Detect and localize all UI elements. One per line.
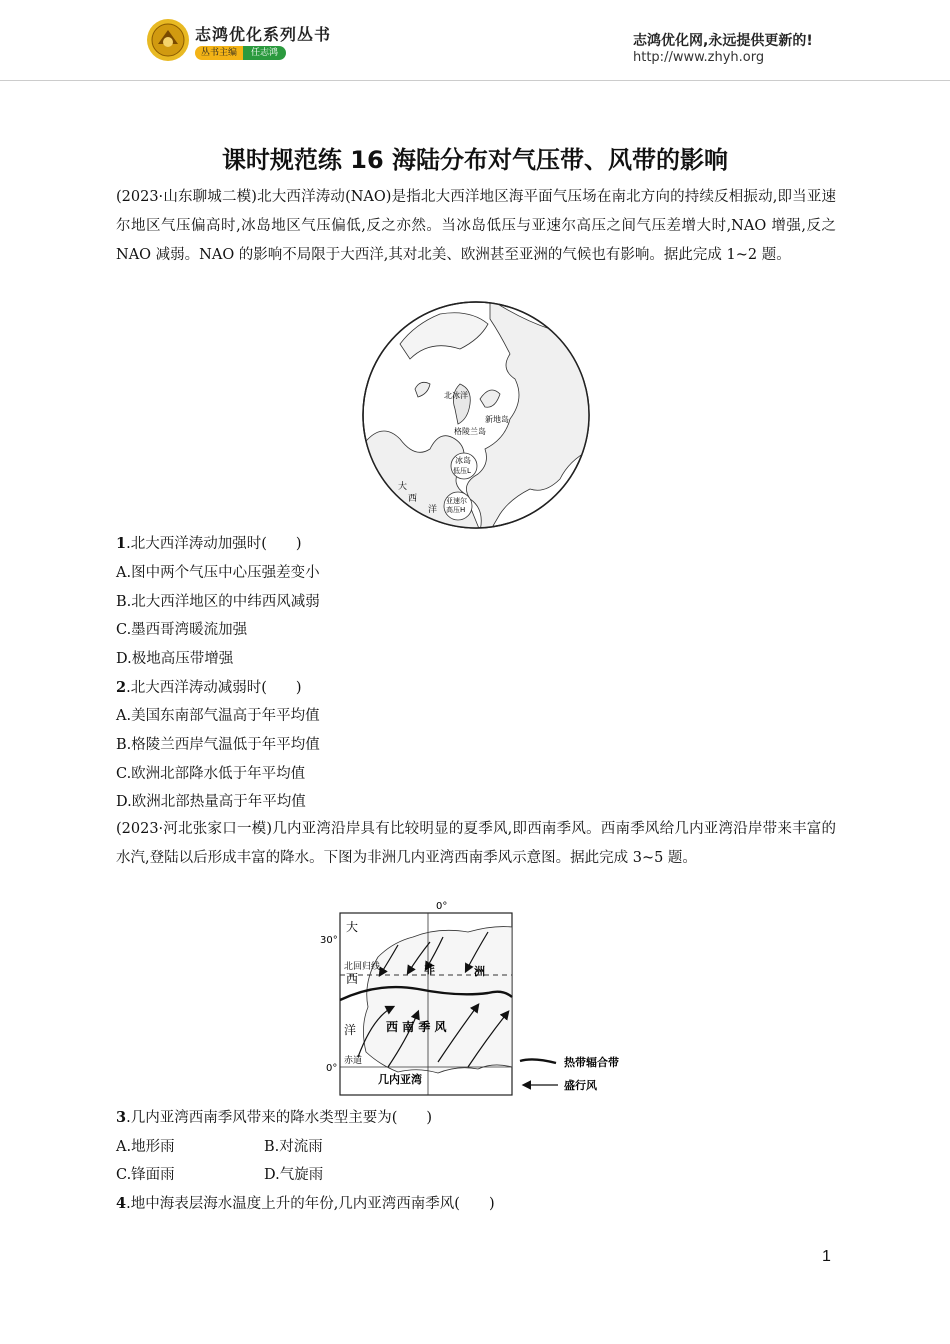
label-gulf: 几内亚湾 bbox=[378, 1073, 422, 1086]
label-atlantic-1: 大 bbox=[398, 482, 408, 492]
q3-option-a: A.地形雨 bbox=[116, 1139, 175, 1155]
label-lat-30: 30° bbox=[320, 935, 338, 946]
label-africa-1: 非 bbox=[424, 963, 435, 976]
label-greenland: 格陵兰岛 bbox=[454, 427, 486, 436]
label-africa-2: 洲 bbox=[474, 965, 485, 978]
legend-itcz-label: 热带辐合带 bbox=[564, 1056, 619, 1069]
label-atlantic-3: 洋 bbox=[344, 1023, 357, 1037]
page-title: 课时规范练 16 海陆分布对气压带、风带的影响 bbox=[221, 146, 729, 174]
label-atlantic-2: 西 bbox=[346, 972, 359, 986]
question-1: 1.北大西洋涛动加强时( ) bbox=[116, 535, 302, 552]
label-atlantic-1: 大 bbox=[346, 920, 359, 934]
label-atlantic-2: 西 bbox=[408, 494, 418, 504]
q1-option-b: B.北大西洋地区的中纬西风减弱 bbox=[116, 594, 320, 610]
q1-option-d: D.极地高压带增强 bbox=[116, 651, 234, 667]
question-3: 3.几内亚湾西南季风带来的降水类型主要为( ) bbox=[116, 1109, 433, 1126]
legend-wind-label: 盛行风 bbox=[564, 1079, 597, 1092]
monsoon-map-figure bbox=[318, 897, 638, 1101]
intro-passage-2: (2023·河北张家口一模)几内亚湾沿岸具有比较明显的夏季风,即西南季风。西南季风给几内亚湾沿岸带来丰富的水汽,登陆以后形成丰富的降水。下图为非洲几内亚湾西南季风示意图。据此完成 3~5 题。 bbox=[116, 821, 836, 866]
editor-badge bbox=[195, 46, 286, 60]
label-atlantic-3: 洋 bbox=[428, 505, 438, 515]
q2-option-d: D.欧洲北部热量高于年平均值 bbox=[116, 794, 306, 810]
label-lat-0: 0° bbox=[326, 1063, 338, 1074]
q2-option-b: B.格陵兰西岸气温低于年平均值 bbox=[116, 737, 320, 753]
label-novaya: 新地岛 bbox=[485, 415, 509, 424]
q1-option-c: C.墨西哥湾暖流加强 bbox=[116, 622, 248, 638]
editor-label: 丛书主编 bbox=[195, 46, 243, 60]
page-number: 1 bbox=[822, 1248, 831, 1265]
label-iceland-1: 冰岛 bbox=[455, 456, 471, 465]
label-tropic: 北回归线 bbox=[344, 962, 381, 972]
legend-itcz-symbol bbox=[520, 1059, 556, 1063]
label-lon-0: 0° bbox=[436, 901, 448, 912]
publisher-logo-icon bbox=[146, 18, 190, 62]
q2-option-c: C.欧洲北部降水低于年平均值 bbox=[116, 766, 306, 782]
label-equator: 赤道 bbox=[344, 1056, 363, 1066]
label-iceland-2: 低压L bbox=[453, 467, 471, 475]
q1-option-a: A.图中两个气压中心压强差变小 bbox=[116, 565, 320, 581]
q2-option-a: A.美国东南部气温高于年平均值 bbox=[116, 708, 320, 724]
nao-map-figure bbox=[360, 299, 592, 531]
label-azores-1: 亚速尔 bbox=[446, 497, 467, 505]
brand-name: 志鸿优化系列丛书 bbox=[195, 25, 332, 44]
q3-option-c: C.锋面雨 bbox=[116, 1167, 175, 1183]
header-divider bbox=[0, 80, 950, 81]
site-slogan: 志鸿优化网,永远提供更新的! bbox=[633, 33, 813, 49]
q3-option-d: D.气旋雨 bbox=[264, 1167, 324, 1183]
label-azores-2: 高压H bbox=[446, 506, 466, 514]
question-4: 4.地中海表层海水温度上升的年份,几内亚湾西南季风( ) bbox=[116, 1195, 495, 1212]
editor-name: 任志鸿 bbox=[243, 46, 286, 60]
site-url[interactable]: http://www.zhyh.org bbox=[633, 50, 765, 65]
label-monsoon: 西 南 季 风 bbox=[386, 1020, 447, 1034]
intro-passage-1: (2023·山东聊城二模)北大西洋涛动(NAO)是指北大西洋地区海平面气压场在南北方向的持续反相振动,即当亚速尔地区气压偏高时,冰岛地区气压偏低,反之亦然。当冰岛低压与亚速尔高压之间气压差增大时,NAO 增强,反之 NAO 减弱。NAO 的影响不局限于大西洋,其对北美、欧洲甚至亚洲的气候也有影响。据此完成 1~2 题。 bbox=[116, 189, 836, 263]
question-2: 2.北大西洋涛动减弱时( ) bbox=[116, 679, 302, 696]
q3-option-b: B.对流雨 bbox=[264, 1139, 323, 1155]
label-arctic: 北冰洋 bbox=[444, 391, 468, 400]
page-header bbox=[0, 0, 950, 80]
